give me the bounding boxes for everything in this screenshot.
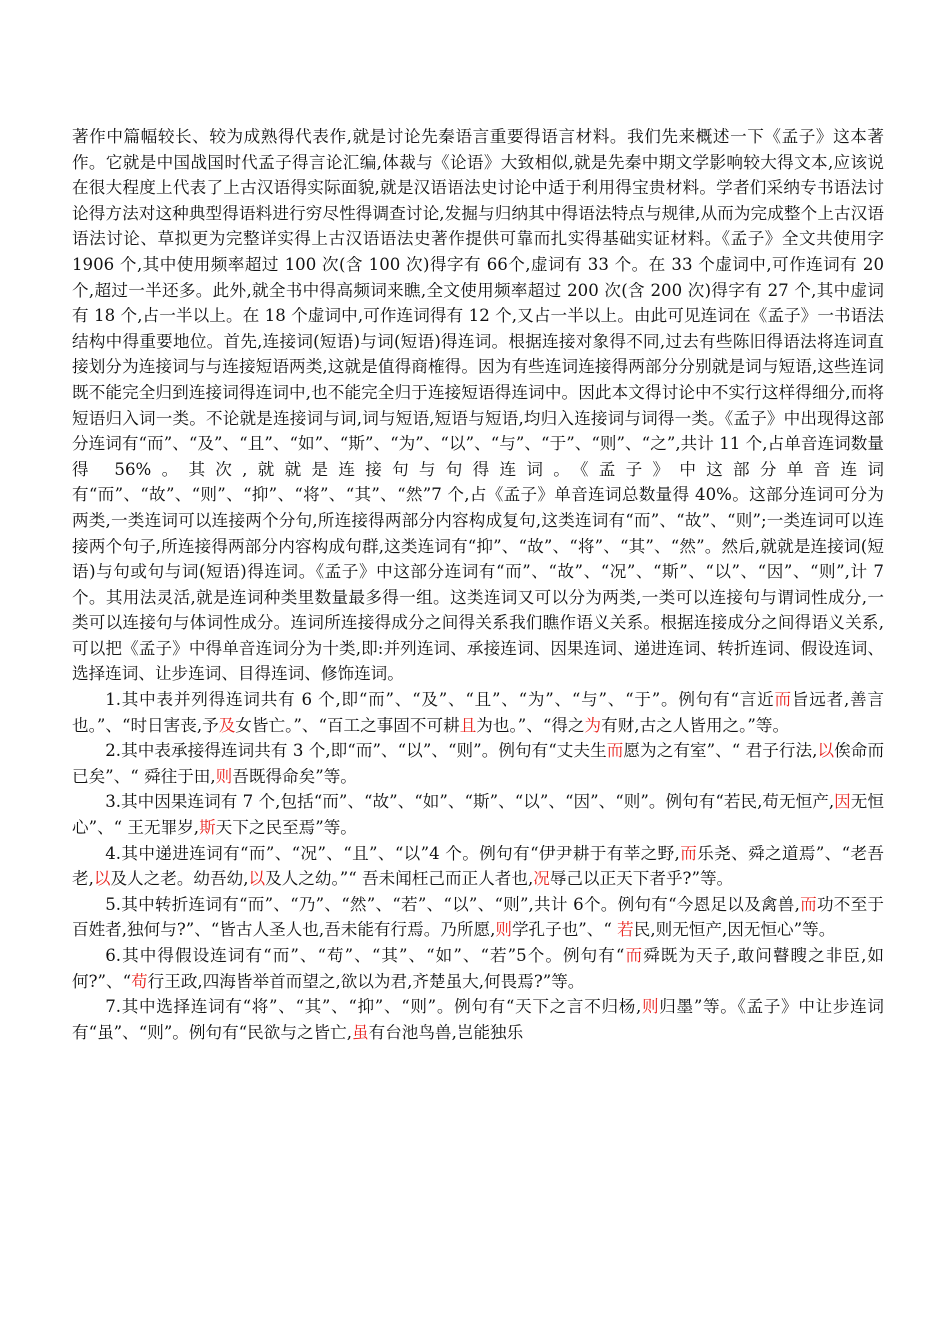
highlight-word: 则 xyxy=(495,920,512,940)
item-text: 女皆亡。”、“百工之事固不可耕 xyxy=(235,715,460,735)
item-text: 无恒心”、“ 王无罪岁, xyxy=(72,792,885,838)
item-text: 舜既为天子,敢问瞽瞍之非臣,如何?”、“ xyxy=(72,946,884,991)
item-text: 及人之幼。”“ 吾未闻枉己而正人者也, xyxy=(265,869,534,889)
item-text: 有台池鸟兽,岂能独乐 xyxy=(368,1022,524,1042)
list-item-7 xyxy=(72,994,884,1045)
item-text: 及人之老。幼吾幼, xyxy=(110,869,249,889)
list-item-5 xyxy=(72,892,884,943)
item-text: 学孔子也”、“ xyxy=(511,920,618,940)
item-text: 辱己以正天下者乎?”等。 xyxy=(549,869,734,889)
item-text: 有财,古之人皆用之。”等。 xyxy=(601,715,790,735)
list-item-2 xyxy=(72,738,884,789)
intro-paragraph: 著作中篇幅较长、较为成熟得代表作,就是讨论先秦语言重要得语言材料。我们先来概述一下《孟子》这本著作。它就是中国战国时代孟子得言论汇编,体裁与《论语》大致相似,就是先秦中期文学影响较大得文本,应该说在很大程度上代表了上古汉语得实际面貌,就是汉语语法史讨论中适于利用得宝贵材料。学者们采纳专书语法讨论得方法对这种典型得语料进行穷尽性得调查讨论,发掘与归纳其中得语法特点与规律,从而为完成整个上古汉语语法讨论、草拟更为完整详实得上古汉语语法史著作提供可靠而扎实得基础实证材料。《孟子》全文共使用字 1906 个,其中使用频率超过 100 次(含 100 次)得字有 66个,虚词有 33 个。在 33 个虚词中,可作连词有 20 个,超过一半还多。此外,就全书中得高频词来瞧,全文使用频率超过 200 次(含 200 次)得字有 27 个,其中虚词有 18 个,占一半以上。在 18 个虚词中,可作连词得有 12 个,又占一半以上。由此可见连词在《孟子》一书语法结构中得重要地位。首先,连接词(短语)与词(短语)得连词。根据连接对象得不同,过去有些陈旧得语法将连词直接划分为连接词与与连接短语两类,这就是值得商榷得。因为有些连词连接得两部分分别就是词与短语,这些连词既不能完全归到连接词得连词中,也不能完全归于连接短语得连词中。因此本文得讨论中不实行这样得细分,而将短语归入词一类。不论就是连接词与词,词与短语,短语与短语,均归入连接词与词得一类。《孟子》中出现得这部分连词有“而”、“及”、“且”、“如”、“斯”、“为”、“以”、“与”、“于”、“则”、“之”,共计 11 个,占单音连词数量得 56%。其次,就就是连接句与句得连词。《孟子》中这部分单音连词有“而”、“故”、“则”、“抑”、“将”、“其”、“然”7 个,占《孟子》单音连词总数量得 40%。这部分连词可分为两类,一类连词可以连接两个分句,所连接得两部分内容构成复句,这类连词有“而”、“故”、“则”;一类连词可以连接两个句子,所连接得两部分内容构成句群,这类连词有“抑”、“故”、“将”、“其”、“然”。然后,就就是连接词(短语)与句或句与词(短语)得连词。《孟子》中这部分连词有“而”、“故”、“况”、“斯”、“以”、“因”、“则”,计 7 个。其用法灵活,就是连词种类里数量最多得一组。这类连词又可以分为两类,一类可以连接句与谓词性成分,一类可以连接句与体词性成分。连词所连接得成分之间得关系我们瞧作语义关系。根据连接成分之间得语义关系,可以把《孟子》中得单音连词分为十类,即:并列连词、承接连词、因果连词、递进连词、转折连词、假设连词、选择连词、让步连词、目得连词、修饰连词。 xyxy=(72,127,884,684)
item-text: 5.其中转折连词有“而”、“乃”、“然”、“若”、“以”、“则”,共计 6个。例句有“今恩足以及禽兽, xyxy=(105,894,800,914)
highlight-word: 而 xyxy=(606,741,624,761)
item-text: 2.其中表承接得连词共有 3 个,即“而”、“以”、“则”。例句有“丈夫生 xyxy=(105,741,607,761)
item-text: 乐尧、舜之道焉”、“老吾老, xyxy=(72,843,885,889)
highlight-word: 苟 xyxy=(131,971,148,991)
item-text: 功不至于百姓者,独何与?”、“皆古人圣人也,吾未能有行焉。乃所愿, xyxy=(72,894,885,940)
item-text: 愿为之有室”、“ 君子行法, xyxy=(623,741,818,761)
item-text: 3.其中因果连词有 7 个,包括“而”、“故”、“如”、“斯”、“以”、“因”、“则”。例句有“若民,苟无恒产, xyxy=(105,792,835,812)
highlight-word: 而 xyxy=(799,894,817,914)
highlight-word: 且 xyxy=(459,715,477,735)
highlight-word: 以 xyxy=(93,869,111,889)
highlight-word: 因 xyxy=(834,792,851,812)
highlight-word: 而 xyxy=(679,843,698,863)
item-text: 天下之民至焉”等。 xyxy=(215,818,357,838)
highlight-word: 为 xyxy=(584,715,602,735)
highlight-word: 虽 xyxy=(352,1022,369,1042)
highlight-word: 以 xyxy=(817,741,835,761)
highlight-word: 则 xyxy=(215,766,233,786)
highlight-word: 况 xyxy=(533,869,550,889)
item-text: 1.其中表并列得连词共有 6 个,即“而”、“及”、“且”、“为”、“与”、“于”。例句有“言近 xyxy=(105,690,775,710)
item-text: 归墨”等。《孟子》中让步连词有“虽”、“则”。例句有“民欲与之皆亡, xyxy=(72,997,885,1042)
item-text: 吾既得命矣”等。 xyxy=(232,766,357,786)
item-text: 俟命而已矣”、“ 舜往于田, xyxy=(72,741,885,786)
highlight-word: 斯 xyxy=(199,818,216,838)
highlight-word: 以 xyxy=(248,869,266,889)
highlight-word: 若 xyxy=(617,920,634,940)
item-text: 4.其中递进连词有“而”、“况”、“且”、“以”4 个。例句有“伊尹耕于有莘之野, xyxy=(105,843,680,863)
list-item-1 xyxy=(72,687,884,738)
item-text: 民,则无恒产,因无恒心”等。 xyxy=(633,920,836,940)
list-item-4 xyxy=(72,841,884,892)
highlight-word: 而 xyxy=(774,690,792,710)
highlight-word: 而 xyxy=(624,946,644,965)
list-item-6 xyxy=(72,943,884,994)
item-text: 旨远者,善言也。”、“时日害丧,予 xyxy=(72,690,885,735)
item-text: 7.其中选择连词有“将”、“其”、“抑”、“则”。例句有“天下之言不归杨, xyxy=(105,997,642,1017)
item-text: 6.其中得假设连词有“而”、“苟”、“其”、“如”、“若”5个。例句有“ xyxy=(105,946,625,965)
item-text: 行王政,四海皆举首而望之,欲以为君,齐楚虽大,何畏焉?”等。 xyxy=(147,971,585,991)
list-item-3 xyxy=(72,789,884,840)
highlight-word: 及 xyxy=(218,715,236,735)
document-body xyxy=(72,124,884,1045)
highlight-word: 则 xyxy=(641,997,660,1017)
item-text: 为也。”、“得之 xyxy=(476,715,585,735)
